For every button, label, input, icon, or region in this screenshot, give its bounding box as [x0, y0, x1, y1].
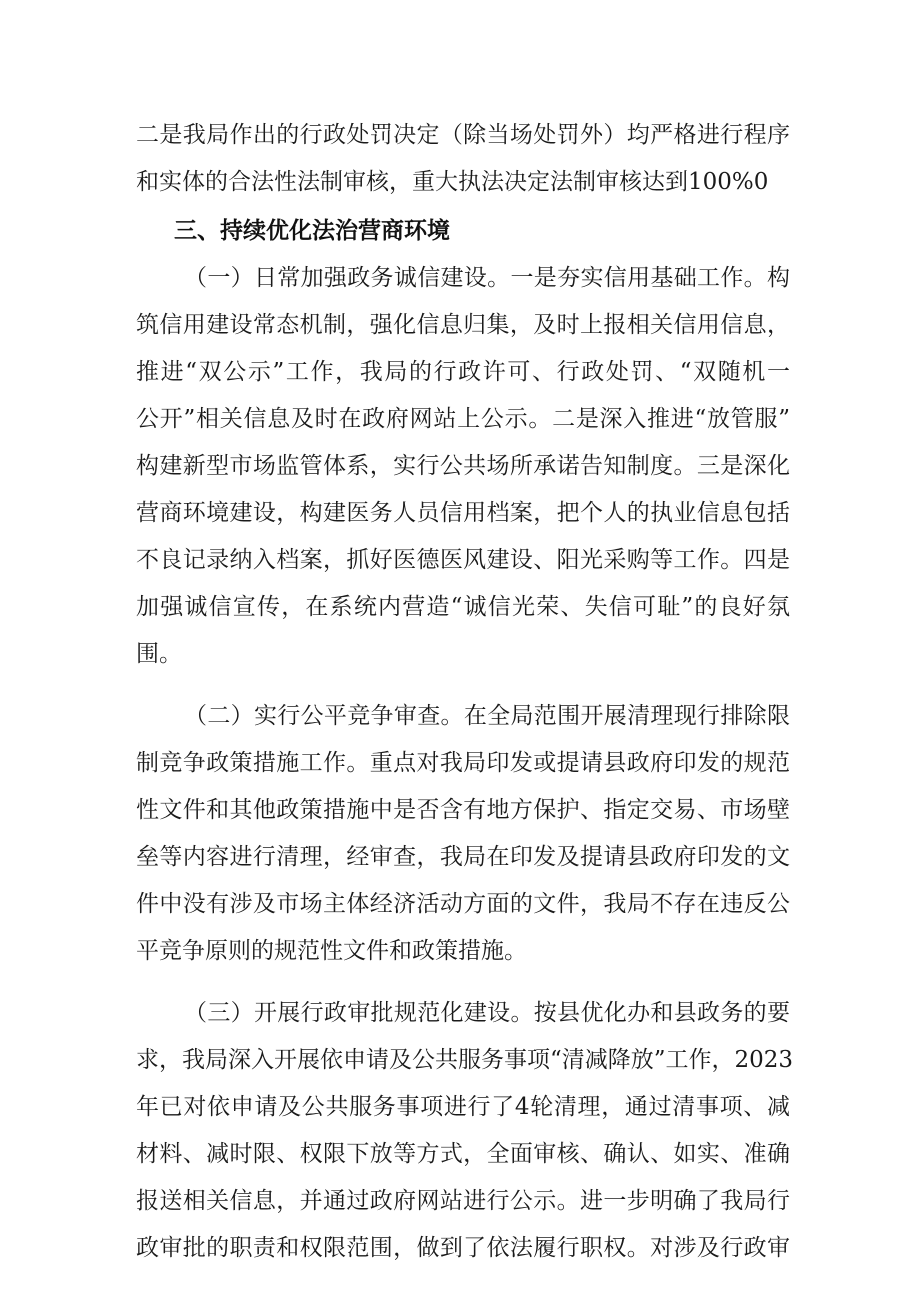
body-text-line: 筑信用建设常态机制，强化信息归集，及时上报相关信用信息，: [136, 312, 790, 338]
body-text-line: 材料、减时限、权限下放等方式，全面审核、确认、如实、准确: [136, 1141, 790, 1167]
body-text-line: 制竞争政策措施工作。重点对我局印发或提请县政府印发的规范: [136, 750, 790, 776]
body-text-line: 年已对依申请及公共服务事项进行了4轮清理，通过清事项、减: [136, 1094, 790, 1120]
body-text-line: 围。: [136, 641, 182, 667]
body-text-line: 二是我局作出的行政处罚决定（除当场处罚外）均严格进行程序: [136, 122, 790, 148]
body-text-line: （三）开展行政审批规范化建设。按县优化办和县政务的要: [184, 1000, 790, 1026]
body-text-line: 公开”相关信息及时在政府网站上公示。二是深入推进“放管服”: [136, 406, 790, 432]
body-text-line: 求，我局深入开展依申请及公共服务事项“清减降放”工作，2023: [136, 1047, 794, 1073]
body-text-line: 和实体的合法性法制审核，重大执法决定法制审核达到100%0: [136, 169, 769, 195]
body-text-line: 性文件和其他政策措施中是否含有地方保护、指定交易、市场壁: [136, 797, 790, 823]
body-text-line: （二）实行公平竞争审查。在全局范围开展清理现行排除限: [184, 703, 790, 729]
section-heading: 三、持续优化法治营商环境: [174, 218, 450, 244]
body-text-line: 报送相关信息，并通过政府网站进行公示。进一步明确了我局行: [136, 1188, 790, 1214]
body-text-line: 件中没有涉及市场主体经济活动方面的文件，我局不存在违反公: [136, 891, 790, 917]
body-text-line: 平竞争原则的规范性文件和政策措施。: [136, 938, 527, 964]
body-text-line: 构建新型市场监管体系，实行公共场所承诺告知制度。三是深化: [136, 453, 790, 479]
document-body: [136, 112, 794, 1272]
body-text-line: 营商环境建设，构建医务人员信用档案，把个人的执业信息包括: [136, 500, 790, 526]
body-text-line: 不良记录纳入档案，抓好医德医风建设、阳光采购等工作。四是: [136, 547, 790, 573]
paragraph-credit-construction: [136, 255, 790, 678]
body-text-line: 政审批的职责和权限范围，做到了依法履行职权。对涉及行政审: [136, 1235, 790, 1261]
paragraph-administrative-approval: [136, 990, 794, 1272]
body-text-line: 推进“双公示”工作，我局的行政许可、行政处罚、“双随机一: [136, 359, 790, 385]
body-text-line: （一）日常加强政务诚信建设。一是夯实信用基础工作。构: [184, 265, 790, 291]
body-text-line: 加强诚信宣传，在系统内营造“诚信光荣、失信可耻”的良好氛: [136, 594, 790, 620]
paragraph-fair-competition: [136, 693, 790, 975]
body-text-line: 垒等内容进行清理，经审查，我局在印发及提请县政府印发的文: [136, 844, 790, 870]
